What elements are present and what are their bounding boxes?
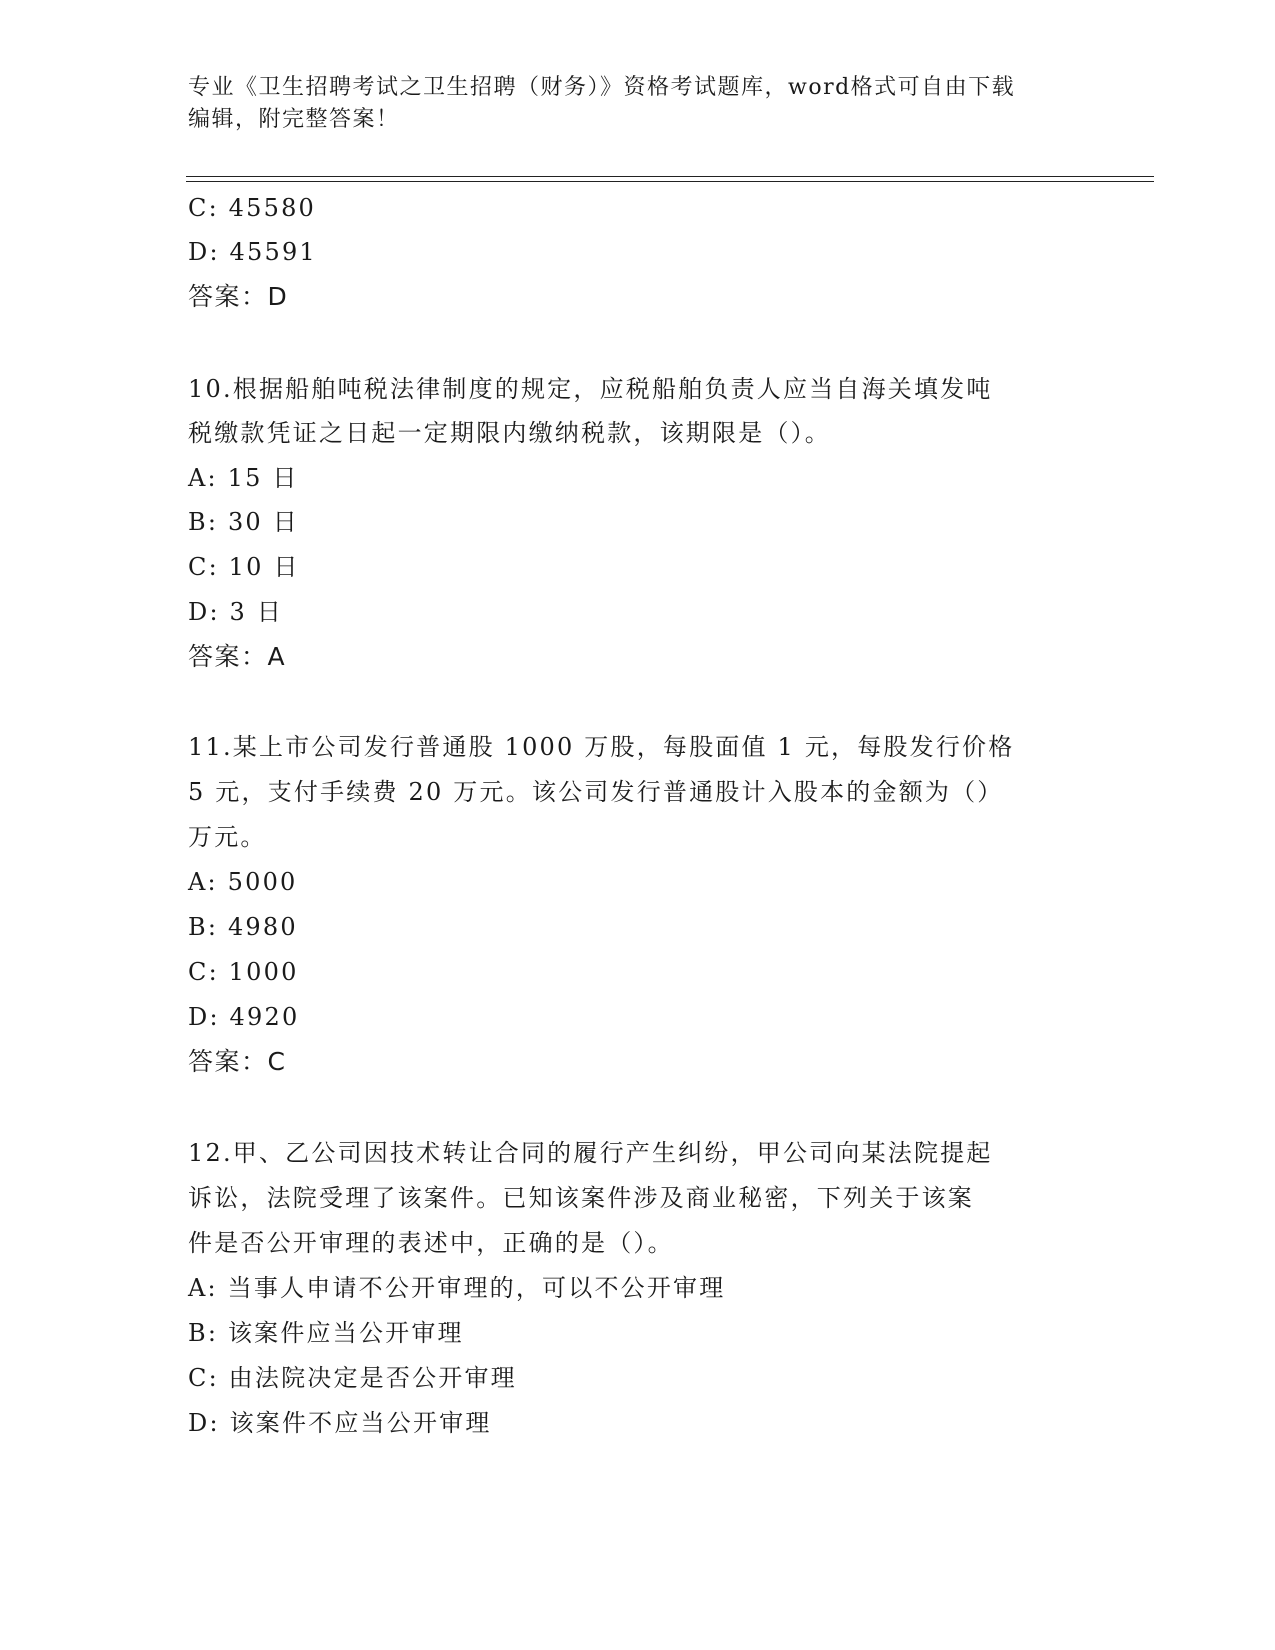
document-header: [188, 72, 1068, 136]
q12-option-a: A: 当事人申请不公开审理的，可以不公开审理: [188, 1274, 726, 1302]
header-divider-top: [186, 176, 1154, 177]
q10-option-a: A: 15 日: [188, 464, 299, 492]
q10-option-c: C: 10 日: [188, 553, 300, 581]
q10-stem-line-1: 10.根据船舶吨税法律制度的规定，应税船舶负责人应当自海关填发吨: [188, 375, 993, 403]
q10-option-d: D: 3 日: [188, 598, 284, 626]
q11-stem-line-1: 11.某上市公司发行普通股 1000 万股，每股面值 1 元，每股发行价格: [188, 733, 1015, 761]
q11-option-c: C: 1000: [188, 958, 299, 986]
q11-stem-line-2: 5 元，支付手续费 20 万元。该公司发行普通股计入股本的金额为（）: [188, 778, 1004, 806]
q12-stem-line-3: 件是否公开审理的表述中，正确的是（）。: [188, 1229, 674, 1257]
q10-stem-line-2: 税缴款凭证之日起一定期限内缴纳税款，该期限是（）。: [188, 419, 831, 447]
q12-option-c: C: 由法院决定是否公开审理: [188, 1364, 517, 1392]
q9-answer: 答案：D: [188, 282, 289, 311]
q9-option-d: D: 45591: [188, 238, 317, 266]
q11-stem-line-3: 万元。: [188, 823, 267, 851]
q12-stem-line-2: 诉讼，法院受理了该案件。已知该案件涉及商业秘密，下列关于该案: [188, 1184, 974, 1212]
q9-option-c: C: 45580: [188, 194, 317, 222]
q11-option-b: B: 4980: [188, 913, 298, 941]
q11-answer: 答案：C: [188, 1047, 287, 1076]
q12-option-b: B: 该案件应当公开审理: [188, 1319, 464, 1347]
q12-option-d: D: 该案件不应当公开审理: [188, 1409, 492, 1437]
header-title-line-1: 专业《卫生招聘考试之卫生招聘（财务）》资格考试题库，word格式可自由下载: [188, 75, 1016, 100]
header-title-line-2: 编辑，附完整答案！: [188, 107, 400, 132]
q11-option-d: D: 4920: [188, 1003, 300, 1031]
q10-option-b: B: 30 日: [188, 508, 299, 536]
header-divider-bottom: [186, 181, 1154, 182]
q12-stem-line-1: 12.甲、乙公司因技术转让合同的履行产生纠纷，甲公司向某法院提起: [188, 1139, 993, 1167]
q11-option-a: A: 5000: [188, 868, 298, 896]
q10-answer: 答案：A: [188, 642, 287, 671]
